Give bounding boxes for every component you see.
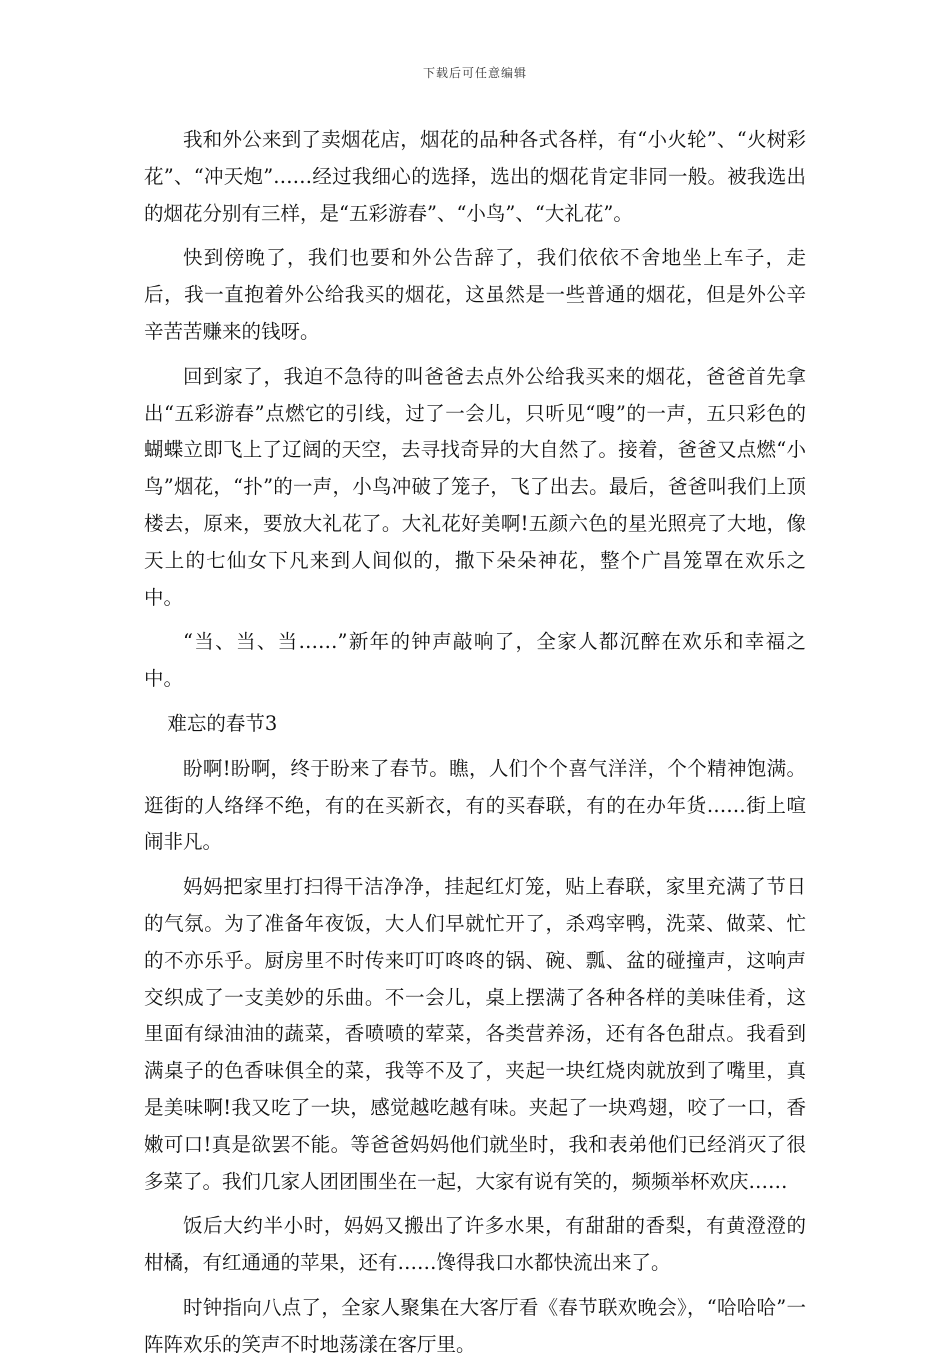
paragraph-fruit: 饭后大约半小时，妈妈又搬出了许多水果，有甜甜的香梨，有黄澄澄的柑橘，有红通通的苹果，还有……馋得我口水都快流出来了。 <box>144 1214 806 1275</box>
paragraph-fireworks-shop: 我和外公来到了卖烟花店，烟花的品种各式各样，有“小火轮”、“火树彩花”、“冲天炮”……经过我细心的选择，选出的烟花肯定非同一般。被我选出的烟花分别有三样，是“五彩游春”、“小鸟”、“大礼花”。 <box>144 128 806 225</box>
paragraph-gala: 时钟指向八点了，全家人聚集在大客厅看《春节联欢晚会》，“哈哈哈”一阵阵欢乐的笑声不时地荡漾在客厅里。 <box>144 1295 806 1356</box>
page-header-note: 下载后可任意编辑 <box>422 66 527 80</box>
paragraph-new-year-dinner: 妈妈把家里打扫得干洁净净，挂起红灯笼，贴上春联，家里充满了节日的气氛。为了准备年夜饭，大人们早就忙开了，杀鸡宰鸭，洗菜、做菜、忙的不亦乐乎。厨房里不时传来叮叮咚咚的锅、碗、瓢、盆的碰撞声，这响声交织成了一支美妙的乐曲。不一会儿，桌上摆满了各种各样的美味佳肴，这里面有绿油油的蔬菜，香喷喷的荤菜，各类营养汤，还有各色甜点。我看到满桌子的色香味俱全的菜，我等不及了，夹起一块红烧肉就放到了嘴里，真是美味啊!我又吃了一块，感觉越吃越有味。夹起了一块鸡翅，咬了一口，香嫩可口!真是欲罢不能。等爸爸妈妈他们就坐时，我和表弟他们已经消灭了很多菜了。我们几家人团团围坐在一起，大家有说有笑的，频频举杯欢庆…… <box>144 875 806 1193</box>
paragraph-spring-festival-arrives: 盼啊!盼啊，终于盼来了春节。瞧，人们个个喜气洋洋，个个精神饱满。逛街的人络绎不绝，有的在买新衣，有的买春联，有的在办年货……街上喧闹非凡。 <box>144 756 806 854</box>
paragraph-setting-off-fireworks: 回到家了，我迫不急待的叫爸爸去点外公给我买来的烟花，爸爸首先拿出“五彩游春”点燃它的引线，过了一会儿，只听见“嗖”的一声，五只彩色的蝴蝶立即飞上了辽阔的天空，去寻找奇异的大自然了。接着，爸爸又点燃“小鸟”烟花，“扑”的一声，小鸟冲破了笼子，飞了出去。最后，爸爸叫我们上顶楼去，原来，要放大礼花了。大礼花好美啊!五颜六色的星光照亮了大地，像天上的七仙女下凡来到人间似的，撒下朵朵神花，整个广昌笼罩在欢乐之中。 <box>144 364 806 609</box>
paragraph-farewell: 快到傍晚了，我们也要和外公告辞了，我们依依不舍地坐上车子，走后，我一直抱着外公给我买的烟花，这虽然是一些普通的烟花，但是外公辛辛苦苦赚来的钱呀。 <box>144 246 806 343</box>
section-heading: 难忘的春节3 <box>167 711 278 735</box>
document-body <box>144 122 806 1372</box>
paragraph-new-year-bell: “当、当、当……”新年的钟声敲响了，全家人都沉醉在欢乐和幸福之中。 <box>144 630 806 691</box>
